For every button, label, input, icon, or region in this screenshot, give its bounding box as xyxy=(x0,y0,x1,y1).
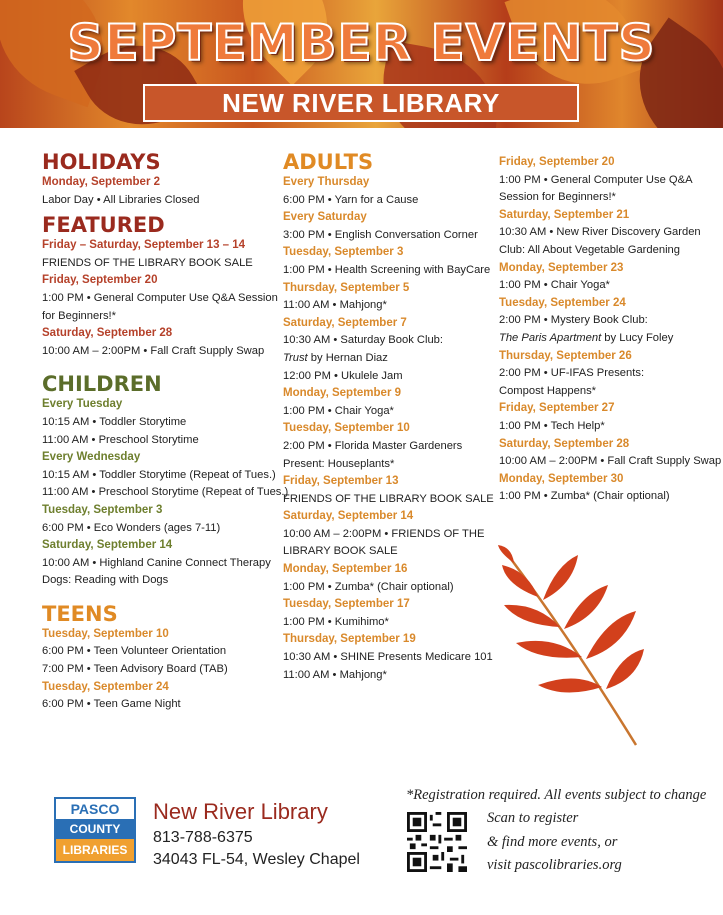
event-line: Present: Houseplants* xyxy=(283,457,395,470)
event-line: 2:00 PM • Mystery Book Club: xyxy=(499,314,648,327)
event-line: 6:00 PM • Teen Volunteer Orientation xyxy=(42,645,227,658)
header-banner xyxy=(0,0,723,128)
event-line: 10:15 AM • Toddler Storytime (Repeat of Tues.) xyxy=(42,468,276,481)
event-line: FRIENDS OF THE LIBRARY BOOK SALE xyxy=(283,492,494,505)
event-date: Monday, September 2 xyxy=(42,176,161,188)
event-line: 11:00 AM • Preschool Storytime xyxy=(42,433,199,446)
event-date: Thursday, September 5 xyxy=(283,281,410,294)
event-line: Compost Happens* xyxy=(499,384,597,397)
children-list xyxy=(42,396,289,590)
page-title: SEPTEMBER EVENTS xyxy=(67,14,656,72)
event-date: Tuesday, September 10 xyxy=(42,627,169,640)
event-date: Saturday, September 28 xyxy=(499,437,630,450)
event-date: Saturday, September 28 xyxy=(42,327,173,340)
autumn-leaf-icon xyxy=(498,545,648,755)
event-line: Labor Day • All Libraries Closed xyxy=(42,193,200,206)
event-date: Tuesday, September 17 xyxy=(283,598,410,611)
event-line: Session for Beginners!* xyxy=(499,191,616,204)
event-date: Monday, September 16 xyxy=(283,563,408,576)
adults-list xyxy=(283,174,495,684)
scan-line-2: & find more events, or xyxy=(487,834,618,850)
column-middle xyxy=(283,148,495,684)
event-date: Friday, September 13 xyxy=(283,475,399,488)
event-line: Trust by Hernan Diaz xyxy=(283,351,388,364)
event-line: 10:15 AM • Toddler Storytime xyxy=(42,415,187,428)
scan-line-3[interactable]: visit pascolibraries.org xyxy=(487,857,622,873)
event-date: Monday, September 23 xyxy=(499,261,624,274)
library-phone: 813-788-6375 xyxy=(153,829,253,846)
pasco-county-libraries-logo xyxy=(54,797,136,863)
event-date: Tuesday, September 10 xyxy=(283,422,410,435)
library-address: 34043 FL-54, Wesley Chapel xyxy=(153,851,360,868)
event-line: 1:00 PM • Chair Yoga* xyxy=(499,279,610,292)
event-date: Tuesday, September 24 xyxy=(42,680,169,693)
event-date: Every Saturday xyxy=(283,211,367,224)
qr-code-icon[interactable] xyxy=(407,812,467,872)
event-line: 1:00 PM • Health Screening with BayCare xyxy=(283,263,491,276)
library-name: New River Library xyxy=(153,799,328,824)
event-date: Monday, September 30 xyxy=(499,472,624,485)
event-line: 10:00 AM • Highland Canine Connect Therapy xyxy=(42,556,271,569)
scan-line-1: Scan to register xyxy=(487,810,579,826)
event-line: 3:00 PM • English Conversation Corner xyxy=(283,228,478,241)
event-date: Saturday, September 7 xyxy=(283,316,407,329)
event-date: Saturday, September 14 xyxy=(283,510,414,523)
event-date: Every Thursday xyxy=(283,176,370,188)
event-line: 1:00 PM • General Computer Use Q&A xyxy=(499,173,693,186)
event-line: 1:00 PM • Chair Yoga* xyxy=(283,404,394,417)
event-line: LIBRARY BOOK SALE xyxy=(283,545,398,558)
event-date: Friday – Saturday, September 13 – 14 xyxy=(42,239,246,252)
event-date: Every Wednesday xyxy=(42,451,141,464)
event-line: 6:00 PM • Yarn for a Cause xyxy=(283,193,419,206)
column-left xyxy=(42,148,289,714)
event-date: Tuesday, September 3 xyxy=(283,246,404,259)
event-line: 10:00 AM – 2:00PM • Fall Craft Supply Swap xyxy=(499,455,722,468)
event-line: 11:00 AM • Mahjong* xyxy=(283,299,387,312)
event-line: 1:00 PM • Kumihimo* xyxy=(283,615,389,628)
event-line: Dogs: Reading with Dogs xyxy=(42,574,169,587)
column-right xyxy=(499,154,722,506)
event-line: 2:00 PM • UF-IFAS Presents: xyxy=(499,367,645,380)
event-date: Monday, September 9 xyxy=(283,387,402,400)
teens-list xyxy=(42,626,274,714)
event-line: 1:00 PM • Tech Help* xyxy=(499,419,605,432)
event-line: Club: All About Vegetable Gardening xyxy=(499,243,680,256)
event-line: 12:00 PM • Ukulele Jam xyxy=(283,369,403,382)
event-line: 10:00 AM – 2:00PM • FRIENDS OF THE xyxy=(283,527,485,540)
logo-text-libraries: LIBRARIES xyxy=(56,839,134,861)
library-subtitle: NEW RIVER LIBRARY xyxy=(143,84,579,122)
holidays-list xyxy=(42,174,274,209)
teens-heading: TEENS xyxy=(42,601,118,626)
event-line: FRIENDS OF THE LIBRARY BOOK SALE xyxy=(42,256,253,269)
featured-heading: FEATURED xyxy=(42,213,165,238)
event-date: Friday, September 27 xyxy=(499,402,615,415)
adults-heading: ADULTS xyxy=(283,150,374,174)
event-line: 10:00 AM – 2:00PM • Fall Craft Supply Swap xyxy=(42,344,265,357)
event-line: 6:00 PM • Teen Game Night xyxy=(42,698,181,711)
logo-text-pasco: PASCO xyxy=(70,801,120,817)
event-line: 11:00 AM • Preschool Storytime (Repeat of Tues.) xyxy=(42,486,289,499)
event-line: 11:00 AM • Mahjong* xyxy=(283,668,387,681)
event-line: 10:30 AM • New River Discovery Garden xyxy=(499,226,701,239)
event-line: 6:00 PM • Eco Wonders (ages 7-11) xyxy=(42,521,221,534)
event-line: 10:30 AM • Saturday Book Club: xyxy=(283,334,444,347)
event-date: Tuesday, September 24 xyxy=(499,296,626,309)
event-line: 1:00 PM • Zumba* (Chair optional) xyxy=(283,580,454,593)
event-date: Thursday, September 19 xyxy=(283,633,416,646)
event-line: 7:00 PM • Teen Advisory Board (TAB) xyxy=(42,663,228,676)
event-date: Friday, September 20 xyxy=(42,274,158,287)
event-date: Every Tuesday xyxy=(42,398,123,411)
adults-continued-list xyxy=(499,154,722,506)
event-line: for Beginners!* xyxy=(42,309,117,322)
event-date: Saturday, September 21 xyxy=(499,208,630,221)
event-date: Thursday, September 26 xyxy=(499,349,632,362)
holidays-heading: HOLIDAYS xyxy=(42,150,161,174)
event-line: 1:00 PM • Zumba* (Chair optional) xyxy=(499,490,670,503)
event-date: Saturday, September 14 xyxy=(42,539,173,552)
event-line: The Paris Apartment by Lucy Foley xyxy=(499,331,674,344)
logo-text-county: COUNTY xyxy=(56,819,134,839)
registration-note: *Registration required. All events subject to change xyxy=(406,787,707,803)
event-line: 10:30 AM • SHINE Presents Medicare 101 xyxy=(283,651,493,664)
children-heading: CHILDREN xyxy=(42,372,162,397)
featured-list xyxy=(42,237,278,360)
event-line: 2:00 PM • Florida Master Gardeners xyxy=(283,439,463,452)
event-date: Friday, September 20 xyxy=(499,156,615,168)
event-line: 1:00 PM • General Computer Use Q&A Session xyxy=(42,291,278,304)
event-date: Tuesday, September 3 xyxy=(42,503,163,516)
